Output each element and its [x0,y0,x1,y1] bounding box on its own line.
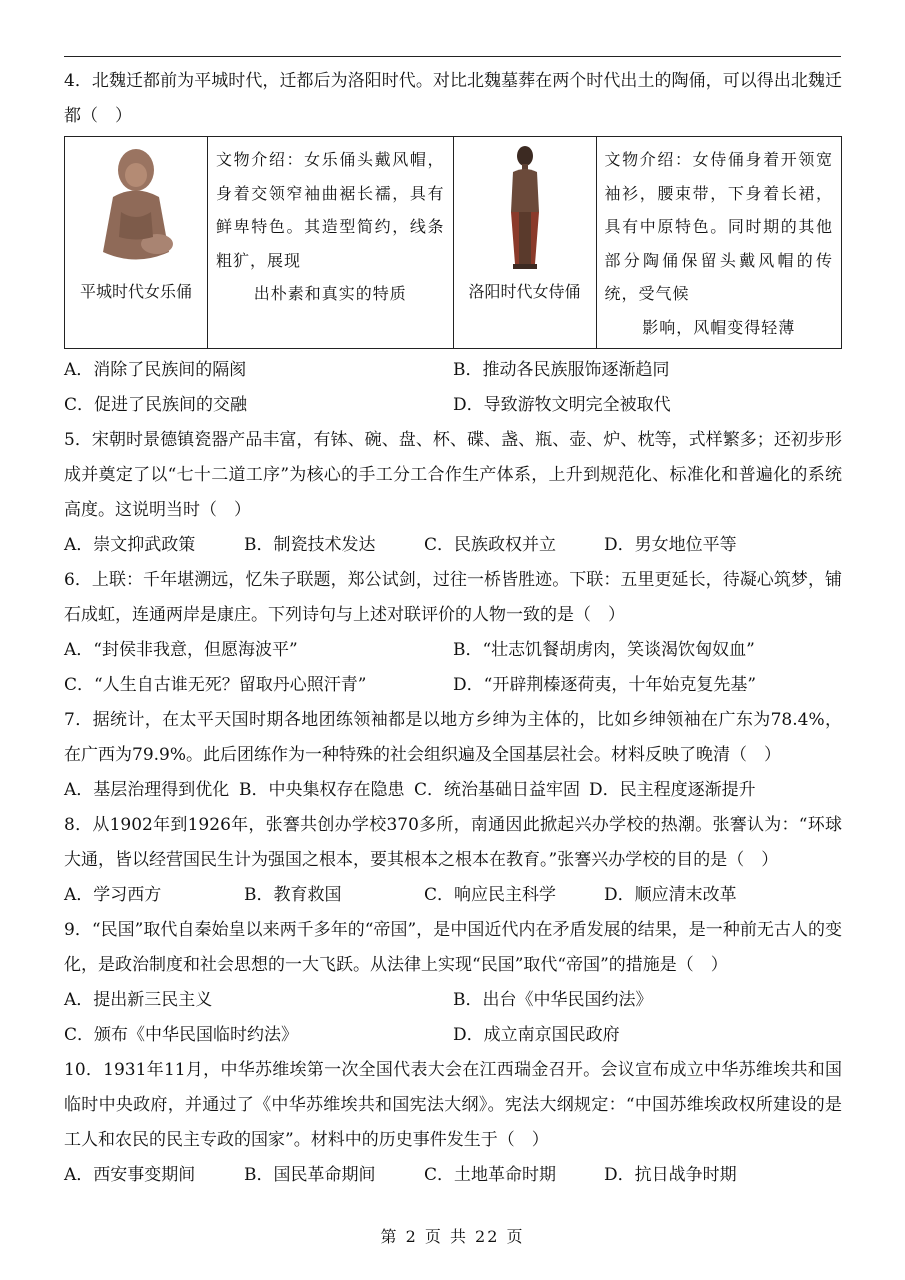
option-d[interactable]: D．导致游牧文明完全被取代 [453,395,671,415]
option-d[interactable]: D．男女地位平等 [604,535,737,555]
options [64,528,842,563]
option-b[interactable]: B．教育救国 [244,885,342,905]
option-a[interactable]: A．崇文抑武政策 [64,535,196,555]
luoyang-figurine-image [454,137,596,277]
pingcheng-description-end: 出朴素和真实的特质 [253,284,407,303]
question-5 [64,423,842,563]
option-c[interactable]: C．“人生自古谁无死？留取丹心照汗青” [64,675,367,695]
question-stem: 5．宋朝时景德镇瓷器产品丰富，有钵、碗、盘、杯、碟、盏、瓶、壶、炉、枕等，式样繁多；还初步形成并奠定了以“七十二道工序”为核心的手工分工合作生产体系，上升到规范化、标准化和普遍化的系统高度。这说明当时（ ） [64,430,842,520]
option-d[interactable]: D．成立南京国民政府 [453,1025,620,1045]
luoyang-description-end: 影响，风帽变得轻薄 [642,317,796,337]
header-rule [64,56,841,57]
option-c[interactable]: C．颁布《中华民国临时约法》 [64,1025,299,1045]
option-d[interactable]: D．抗日战争时期 [604,1165,737,1185]
option-b[interactable]: B．推动各民族服饰逐渐趋同 [453,360,670,380]
option-a[interactable]: A．西安事变期间 [64,1165,196,1185]
option-d[interactable]: D．“开辟荆榛逐荷夷，十年始克复先基” [453,675,757,695]
question-stem: 8．从1902年到1926年，张謇共创办学校370多所，南通因此掀起兴办学校的热潮。张謇认为：“环球大通，皆以经营国民生计为强国之根本，要其根本之根本在教育。”张謇兴办学校的目的是（ ） [64,815,842,870]
question-9 [64,913,842,1053]
options [64,878,842,913]
relic-cell-pingcheng [65,137,208,349]
page-number-footer: 第 2 页 共 22 页 [380,1227,525,1246]
option-b[interactable]: B．制瓷技术发达 [244,535,376,555]
question-10 [64,1053,842,1193]
option-a[interactable]: A．基层治理得到优化 [64,780,230,800]
option-b[interactable]: B．“壮志饥餐胡虏肉，笑谈渴饮匈奴血” [453,640,755,660]
question-4 [64,64,842,423]
option-a[interactable]: A．“封侯非我意，但愿海波平” [64,640,298,660]
question-stem: 7．据统计，在太平天国时期各地团练领袖都是以地方乡绅为主体的，比如乡绅领袖在广东为78.4%，在广西为79.9%。此后团练作为一种特殊的社会组织遍及全国基层社会。材料反映了晚清（ ） [64,710,842,765]
options [64,983,842,1053]
luoyang-description: 文物介绍：女侍俑身着开领宽袖衫，腰束带，下身着长裙，具有中原特色。同时期的其他部分陶俑保留头戴风帽的传统，受气候 [604,150,833,303]
relic-comparison-table [64,136,842,349]
relic-cell-luoyang [453,137,596,349]
option-a[interactable]: A．提出新三民主义 [64,990,213,1010]
option-b[interactable]: B．国民革命期间 [244,1165,376,1185]
question-8 [64,808,842,913]
option-a[interactable]: A．学习西方 [64,885,162,905]
pingcheng-figurine-caption: 平城时代女乐俑 [79,282,192,301]
question-7 [64,703,842,808]
options [64,353,842,423]
pingcheng-figurine-image [65,137,207,277]
option-a[interactable]: A．消除了民族间的隔阂 [64,360,247,380]
exam-page [64,64,842,1193]
question-stem: 9．“民国”取代自秦始皇以来两千多年的“帝国”，是中国近代内在矛盾发展的结果，是一种前无古人的变化，是政治制度和社会思想的一大飞跃。从法律上实现“民国”取代“帝国”的措施是（ ） [64,920,842,975]
luoyang-description-cell [596,137,842,349]
question-6 [64,563,842,703]
option-d[interactable]: D．顺应清末改革 [604,885,737,905]
option-c[interactable]: C．促进了民族间的交融 [64,395,248,415]
question-stem: 6．上联：千年堪溯远，忆朱子联题，郑公试剑，过往一桥皆胜迹。下联：五里更延长，待凝心筑梦，铺石成虹，连通两岸是康庄。下列诗句与上述对联评价的人物一致的是（ ） [64,570,842,625]
option-c[interactable]: C．民族政权并立 [424,535,557,555]
question-stem: 4．北魏迁都前为平城时代，迁都后为洛阳时代。对比北魏墓葬在两个时代出土的陶俑，可以得出北魏迁都（ ） [64,71,842,126]
options [64,633,842,703]
option-c[interactable]: C．统治基础日益牢固 [414,780,581,800]
pingcheng-description: 文物介绍：女乐俑头戴风帽，身着交领窄袖曲裾长襦，具有鲜卑特色。其造型简约，线条粗犷，展现 [216,150,445,270]
options [64,1158,842,1193]
option-b[interactable]: B．中央集权存在隐患 [239,780,405,800]
option-c[interactable]: C．响应民主科学 [424,885,557,905]
option-b[interactable]: B．出台《中华民国约法》 [453,990,653,1010]
options [64,773,842,808]
option-c[interactable]: C．土地革命时期 [424,1165,557,1185]
question-stem: 10．1931年11月，中华苏维埃第一次全国代表大会在江西瑞金召开。会议宣布成立中华苏维埃共和国临时中央政府，并通过了《中华苏维埃共和国宪法大纲》。宪法大纲规定：“中国苏维埃政权所建设的是工人和农民的民主专政的国家”。材料中的历史事件发生于（ ） [64,1060,842,1150]
option-d[interactable]: D．民主程度逐渐提升 [589,780,756,800]
pingcheng-description-cell [208,137,454,349]
luoyang-figurine-caption: 洛阳时代女侍俑 [468,282,581,301]
